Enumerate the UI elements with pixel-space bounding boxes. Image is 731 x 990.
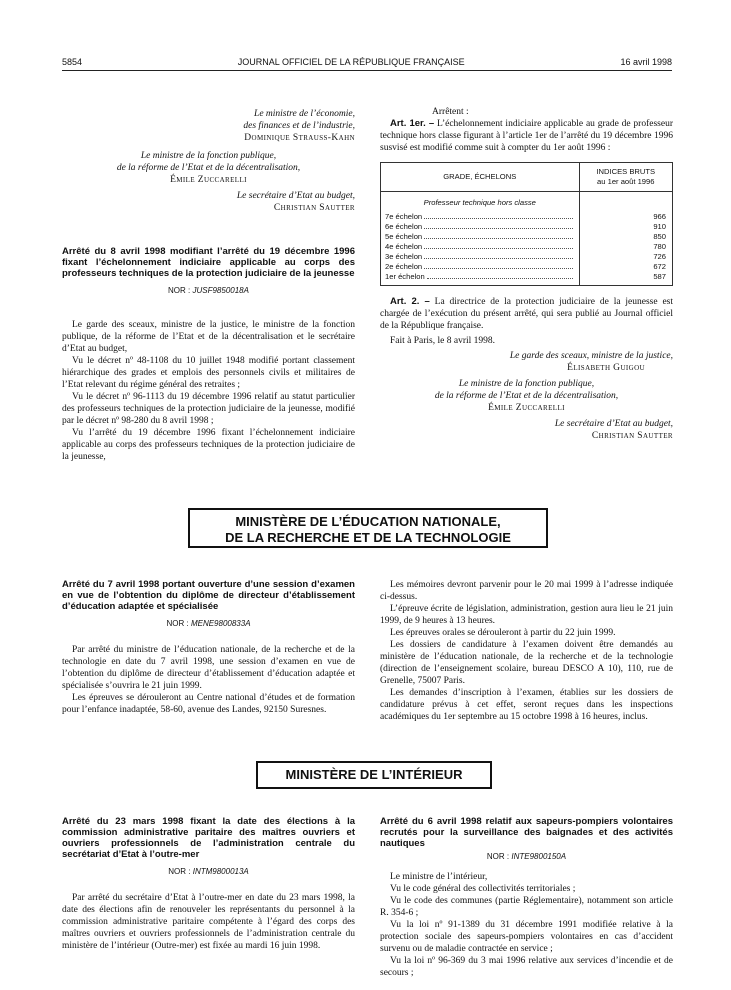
table-row-label: 6e échelon <box>385 222 575 232</box>
decree-body <box>62 892 355 952</box>
signatory-title: de la réforme de l’Etat et de la décentralisation, <box>434 391 619 401</box>
right-column-interior <box>380 816 673 979</box>
table-row-value: 672 <box>653 262 666 271</box>
table-row-label: 2e échelon <box>385 262 575 272</box>
page-number: 5854 <box>62 57 83 67</box>
previous-decree-signatures <box>62 108 355 214</box>
table-row-label: 5e échelon <box>385 232 575 242</box>
decree-body <box>62 644 355 716</box>
table-header-indices: INDICES BRUTS au 1er août 1996 <box>579 163 672 192</box>
table-row-label: 1er échelon <box>385 272 575 282</box>
decree-signatures <box>380 350 673 442</box>
ministry-name: MINISTÈRE DE L’ÉDUCATION NATIONALE, <box>235 514 501 529</box>
table-row-value: 850 <box>653 232 666 241</box>
decree-title: Arrêté du 7 avril 1998 portant ouverture d’une session d’examen en vue de l’obtention du diplôme de directeur d’établissement d’éducation adaptée et spécialisée <box>62 579 355 612</box>
signatory-title: des finances et de l’industrie, <box>243 121 355 131</box>
paragraph: Le garde des sceaux, ministre de la justice, le ministre de la fonction publique, de la réforme de l’Etat et de la décentralisation et le secrétaire d’Etat au budget, <box>62 320 355 354</box>
signatory-title: Le ministre de la fonction publique, <box>458 379 595 389</box>
left-column-top <box>62 108 355 463</box>
nor-reference: NOR : INTM9800013A <box>168 867 249 876</box>
right-column-top <box>380 106 673 442</box>
header-rule <box>62 70 672 71</box>
paragraph: Les dossiers de candidature à l’examen doivent être demandés au ministère de l’éducation nationale, de la recherche et de la technologie (direction de l’enseignement scolaire, bureau DESCO A 10), 110, rue de Grenelle, 75007 Paris. <box>380 640 673 686</box>
table-row-label: 3e échelon <box>385 252 575 262</box>
signatory-title: Le garde des sceaux, ministre de la justice, <box>509 351 673 361</box>
nor-reference: NOR : JUSF9850018A <box>168 286 249 295</box>
paragraph: Vu la loi nº 91-1389 du 31 décembre 1991 modifiée relative à la protection sociale des sapeurs-pompiers volontaires en cas d’accident survenu ou de maladie contractée en service ; <box>380 920 673 954</box>
decree-preamble <box>62 319 355 463</box>
paragraph: Vu le décret nº 48-1108 du 10 juillet 1948 modifié portant classement hiérarchique des grades et emplois des personnels civils et militaires de l’Etat relevant du régime général des retraites ; <box>62 356 355 390</box>
paragraph: Les mémoires devront parvenir pour le 20 mai 1999 à l’adresse indiquée ci-dessus. <box>380 580 673 602</box>
signatory-title: Le ministre de la fonction publique, <box>140 151 277 161</box>
right-column-education <box>380 579 673 723</box>
nor-reference: NOR : INTE9800150A <box>486 852 567 861</box>
table-header-grade: GRADE, ÉCHELONS <box>381 163 580 192</box>
table-row-label: 4e échelon <box>385 242 575 252</box>
article-1: Art. 1er. – L’échelonnement indiciaire applicable au grade de professeur technique hors classe figurant à l’article 1er de l’arrêté du 19 décembre 1996 susvisé est modifié comme suit à compter du 1er août 1996 : <box>380 118 673 153</box>
decree-body <box>380 871 673 979</box>
decree-title: Arrêté du 8 avril 1998 modifiant l’arrêté du 19 décembre 1996 fixant l’échelonnement indiciaire applicable au corps des professeurs techniques de la protection judiciaire de la jeunesse <box>62 246 355 279</box>
running-header <box>62 56 672 68</box>
paragraph: Vu le code général des collectivités territoriales ; <box>390 884 576 894</box>
paragraph: Par arrêté du ministre de l’éducation nationale, de la recherche et de la technologie en date du 7 avril 1998, une session d’examen en vue de l’obtention du diplôme de directeur d’établissement d’éducation adaptée et spécialisée s’ouvrira le 21 juin 1999. <box>62 645 355 691</box>
signatory-name: Élisabeth Guigou <box>567 363 645 373</box>
place-date: Fait à Paris, le 8 avril 1998. <box>390 336 496 346</box>
paragraph: Les épreuves orales se dérouleront à partir du 22 juin 1999. <box>390 628 616 638</box>
paragraph: Vu l’arrêté du 19 décembre 1996 fixant l’échelonnement indiciaire applicable au corps des professeurs techniques de la protection judiciaire de la jeunesse, <box>62 428 355 462</box>
arretent-line: Arrêtent : <box>432 107 469 117</box>
salary-index-table <box>380 162 673 286</box>
signatory-name: Christian Sautter <box>591 431 673 441</box>
journal-title: JOURNAL OFFICIEL DE LA RÉPUBLIQUE FRANÇAISE <box>237 57 465 67</box>
ministry-name: MINISTÈRE DE L’INTÉRIEUR <box>285 767 463 782</box>
table-values-cell <box>579 192 672 286</box>
paragraph: Par arrêté du secrétaire d’Etat à l’outre-mer en date du 23 mars 1998, la date des élections afin de renouveler les représentants du personnel à la commission administrative paritaire compétente à l’égard des corps des maîtres ouvriers et ouvriers professionnels de l’administration centrale du ministère de l’intérieur (Outre-mer) est fixée au mardi 16 juin 1998. <box>62 893 355 951</box>
ministry-education-banner <box>188 508 548 548</box>
paragraph: Vu le décret nº 96-1113 du 19 décembre 1996 relatif au statut particulier des professeurs techniques de la protection judiciaire de la jeunesse, modifié par le décret nº 98-280 du 8 avril 1998 ; <box>62 392 355 426</box>
table-row-label: 7e échelon <box>385 212 575 222</box>
paragraph: Vu la loi nº 96-369 du 3 mai 1996 relative aux services d’incendie et de secours ; <box>380 956 673 978</box>
decree-title: Arrêté du 23 mars 1998 fixant la date des élections à la commission administrative paritaire des maîtres ouvriers et ouvriers professionnels de l’administration centrale du secrétariat d’Etat à l’outre-mer <box>62 816 355 860</box>
table-group-label: Professeur technique hors classe <box>423 198 536 207</box>
signatory-name: Dominique Strauss-Kahn <box>244 133 355 143</box>
paragraph: Le ministre de l’intérieur, <box>390 872 488 882</box>
decree-title: Arrêté du 6 avril 1998 relatif aux sapeurs-pompiers volontaires recrutés pour la surveillance des baignades et des activités nautiques <box>380 816 673 849</box>
article-2-block <box>380 296 673 347</box>
issue-date: 16 avril 1998 <box>620 57 672 67</box>
signatory-title: Le secrétaire d’Etat au budget, <box>236 191 355 201</box>
paragraph: Les épreuves se dérouleront au Centre national d’études et de formation pour l’enfance inadaptée, 58-60, avenue des Landes, 92150 Suresnes. <box>62 693 355 715</box>
signatory-title: Le ministre de l’économie, <box>254 109 355 119</box>
paragraph: Vu le code des communes (partie Réglementaire), notamment son article R. 354-6 ; <box>380 896 673 918</box>
left-column-education <box>62 579 355 716</box>
table-row-value: 726 <box>653 252 666 261</box>
table-row-value: 587 <box>653 272 666 281</box>
signatory-title: Le secrétaire d’Etat au budget, <box>554 419 673 429</box>
signatory-name: Émile Zuccarelli <box>488 403 565 413</box>
signatory-name: Émile Zuccarelli <box>170 175 247 185</box>
table-row-value: 966 <box>653 212 666 221</box>
article-2: Art. 2. – La directrice de la protection judiciaire de la jeunesse est chargée de l’exécution du présent arrêté, qui sera publié au Journal officiel de la République française. <box>380 296 673 331</box>
table-labels-cell <box>381 192 580 286</box>
ministry-interior-banner <box>256 761 492 789</box>
ministry-name: DE LA RECHERCHE ET DE LA TECHNOLOGIE <box>225 530 511 545</box>
nor-reference: NOR : MENE9800833A <box>166 619 251 628</box>
paragraph: L’épreuve écrite de législation, administration, gestion aura lieu le 21 juin 1999, de 9 heures à 13 heures. <box>380 604 673 626</box>
left-column-interior <box>62 816 355 952</box>
table-row-value: 780 <box>653 242 666 251</box>
signatory-title: de la réforme de l’Etat et de la décentralisation, <box>116 163 301 173</box>
paragraph: Les demandes d’inscription à l’examen, établies sur les dossiers de candidature prévus à cet effet, seront reçues dans les inspections académiques du 1er septembre au 15 octobre 1998 à 16 heures, inclus. <box>380 688 673 722</box>
signatory-name: Christian Sautter <box>273 203 355 213</box>
table-row-value: 910 <box>653 222 666 231</box>
